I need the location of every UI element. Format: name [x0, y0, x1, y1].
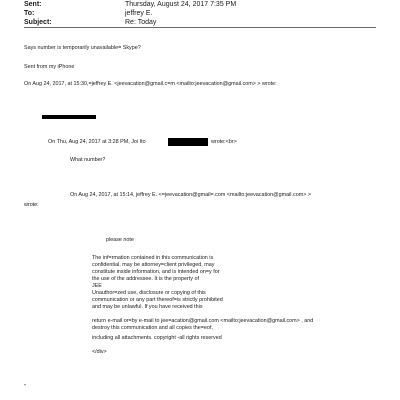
message-line-skype: Says number is temporarily unavailable= Skype? [24, 45, 141, 51]
disclaimer-line: Unauthor=zed use, disclosure or copying of this [92, 290, 206, 296]
quote-header-3: On Aug 24, 2017, at 15:14, jeffrey E. <=jeevacation@gmail=.com <mailto:jeevacation@gmail.com> > [70, 192, 311, 198]
sent-value: Thursday, August 24, 2017 7:35 PM [125, 1, 237, 8]
quote-header-2-text: On Thu, Aug 24, 2017 at 3:28 PM, Joi Ito [48, 139, 146, 145]
header-divider [24, 27, 376, 28]
sent-row [24, 0, 394, 9]
to-row [24, 9, 394, 18]
subject-label: Subject: [24, 19, 52, 26]
redaction-bar-name [168, 138, 208, 146]
to-label: To: [24, 10, 35, 17]
quote-header-3-wrote: wrote: [24, 202, 39, 208]
subject-value: Re: Today [125, 19, 157, 26]
quote-header-2 [48, 139, 146, 146]
message-line-what-number: What number? [70, 157, 106, 163]
disclaimer-line: communication or any part thereof=is strictly prohibited [92, 297, 223, 303]
please-note: please note [106, 237, 134, 243]
disclaimer-spacer [92, 342, 372, 349]
footer-mark: " [24, 384, 26, 390]
disclaimer-line: The inf=rmation contained in this communication is [92, 255, 214, 261]
disclaimer-line: the use of the addressee. It is the property of [92, 276, 199, 282]
disclaimer-spacer [92, 311, 372, 318]
redaction-bar [42, 115, 96, 119]
email-header [24, 0, 394, 27]
disclaimer-line: JEE [92, 283, 102, 289]
disclaimer-return-line: including all attachments. copyright -all rights reserved [92, 335, 222, 341]
disclaimer-line: constitute inside information, and is intended on=y for [92, 269, 220, 275]
to-value: jeffrey E. [125, 10, 153, 17]
div-close-tag: </div> [92, 349, 107, 355]
disclaimer-return-line: destroy this communication and all copies the=eof, [92, 325, 213, 331]
disclaimer-block [92, 255, 372, 356]
disclaimer-line: confidential, may be attorney=client privileged, may [92, 262, 215, 268]
quote-header-2-end: wrote:<br> [211, 139, 237, 145]
disclaimer-line: and may be unlawful. If you have received this [92, 304, 203, 310]
sent-label: Sent: [24, 1, 42, 8]
subject-row [24, 18, 394, 27]
disclaimer-return-line: return e-mail or=by e-mail to jee=acation@gmail.com <mailto:jeevacation@gmail.com> , and [92, 318, 314, 324]
message-line-iphone: Sent from my iPhone [24, 64, 75, 70]
quote-header-1: On Aug 24, 2017, at 15:30,=jeffrey E. <jeevacation@gmail.c=m <mailto:jeevacation@gmail.com> > wrote: [24, 81, 277, 87]
